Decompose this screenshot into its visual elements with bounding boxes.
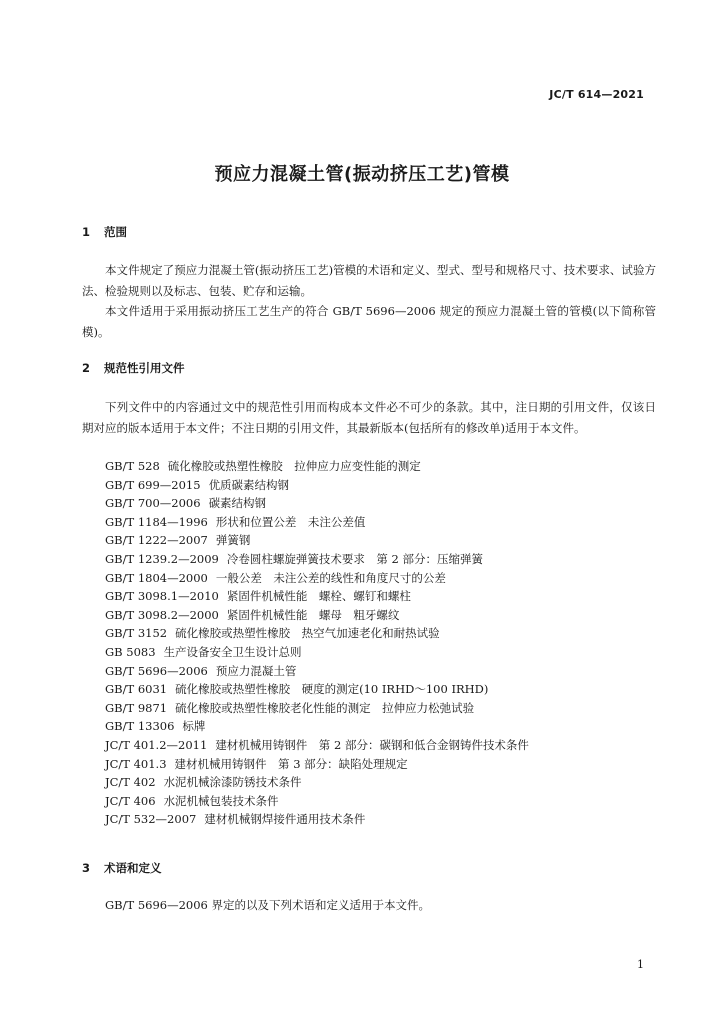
- reference-title: 硫化橡胶或热塑性橡胶老化性能的测定 拉伸应力松弛试验: [175, 700, 475, 715]
- reference-code: GB/T 3098.1—2010: [105, 589, 219, 604]
- reference-code: GB/T 700—2006: [105, 496, 201, 511]
- section-3-title: 术语和定义: [104, 861, 162, 875]
- reference-code: GB/T 699—2015: [105, 477, 201, 492]
- section-1-title: 范围: [104, 225, 127, 239]
- section-2-title: 规范性引用文件: [104, 361, 185, 375]
- reference-item: [105, 699, 529, 718]
- reference-code: GB/T 13306: [105, 719, 175, 734]
- reference-code: GB/T 3098.2—2000: [105, 607, 219, 622]
- reference-code: JC/T 401.2—2011: [105, 737, 208, 752]
- reference-title: 紧固件机械性能 螺母 粗牙螺纹: [226, 607, 400, 622]
- reference-item: [105, 476, 529, 495]
- reference-code: GB 5083: [105, 644, 156, 659]
- reference-code: JC/T 532—2007: [105, 812, 197, 827]
- reference-title: 紧固件机械性能 螺栓、螺钉和螺柱: [226, 589, 411, 604]
- reference-code: GB/T 3152: [105, 626, 168, 641]
- reference-title: 冷卷圆柱螺旋弹簧技术要求 第 2 部分：压缩弹簧: [226, 551, 483, 566]
- reference-code: GB/T 1804—2000: [105, 570, 208, 585]
- reference-title: 建材机械用铸钢件 第 3 部分：缺陷处理规定: [174, 756, 408, 771]
- section-1-number: 1: [82, 225, 91, 239]
- reference-item: [105, 587, 529, 606]
- reference-title: 形状和位置公差 未注公差值: [215, 514, 366, 529]
- reference-item: [105, 755, 529, 774]
- reference-item: [105, 717, 529, 736]
- reference-item: [105, 457, 529, 476]
- reference-code: GB/T 1184—1996: [105, 514, 208, 529]
- reference-code: GB/T 6031: [105, 682, 168, 697]
- reference-item: [105, 810, 529, 829]
- page-number: 1: [637, 958, 644, 971]
- section-2-number: 2: [82, 361, 91, 375]
- reference-code: GB/T 1222—2007: [105, 533, 208, 548]
- section-1-heading: [82, 224, 127, 240]
- reference-code: GB/T 9871: [105, 700, 168, 715]
- reference-title: 建材机械用铸钢件 第 2 部分：碳钢和低合金钢铸件技术条件: [215, 737, 529, 752]
- reference-title: 标牌: [182, 719, 206, 734]
- reference-item: [105, 736, 529, 755]
- reference-item: [105, 662, 529, 681]
- section-3-heading: [82, 860, 162, 876]
- reference-item: [105, 624, 529, 643]
- standard-code: JC/T 614—2021: [549, 88, 644, 101]
- reference-title: 一般公差 未注公差的线性和角度尺寸的公差: [215, 570, 446, 585]
- reference-code: JC/T 402: [105, 775, 156, 790]
- section-3-number: 3: [82, 861, 91, 875]
- reference-code: GB/T 528: [105, 459, 160, 473]
- reference-title: 硫化橡胶或热塑性橡胶 热空气加速老化和耐热试验: [175, 626, 440, 641]
- reference-item: [105, 792, 529, 811]
- scope-paragraph-1: 本文件规定了预应力混凝土管(振动挤压工艺)管模的术语和定义、型式、型号和规格尺寸、技术要求、试验方法、检验规则以及标志、包装、贮存和运输。: [82, 263, 656, 298]
- scope-paragraph-2: 本文件适用于采用振动挤压工艺生产的符合 GB/T 5696—2006 规定的预应力混凝土管的管模(以下简称管模)。: [82, 304, 656, 339]
- reference-item: [105, 773, 529, 792]
- reference-item: [105, 569, 529, 588]
- reference-code: JC/T 401.3: [105, 756, 167, 771]
- reference-title: 生产设备安全卫生设计总则: [163, 644, 302, 659]
- reference-title: 碳素结构钢: [208, 496, 267, 511]
- reference-title: 硫化橡胶或热塑性橡胶 硬度的测定(10 IRHD～100 IRHD): [175, 682, 489, 697]
- reference-title: 水泥机械涂漆防锈技术条件: [163, 775, 302, 790]
- reference-code: GB/T 5696—2006: [105, 663, 208, 678]
- reference-code: JC/T 406: [105, 793, 156, 808]
- reference-item: [105, 680, 529, 699]
- reference-item: [105, 531, 529, 550]
- reference-title: 建材机械钢焊接件通用技术条件: [204, 812, 366, 827]
- reference-item: [105, 494, 529, 513]
- reference-item: [105, 643, 529, 662]
- reference-title: 弹簧钢: [215, 533, 251, 548]
- reference-title: 硫化橡胶或热塑性橡胶 拉伸应力应变性能的测定: [167, 459, 421, 473]
- reference-title: 优质碳素结构钢: [208, 477, 290, 492]
- reference-title: 预应力混凝土管: [215, 663, 297, 678]
- section-2-heading: [82, 360, 185, 376]
- reference-item: [105, 550, 529, 569]
- reference-item: [105, 606, 529, 625]
- normative-references-intro: 下列文件中的内容通过文中的规范性引用而构成本文件必不可少的条款。其中，注日期的引用文件，仅该日期对应的版本适用于本文件；不注日期的引用文件，其最新版本(包括所有的修改单)适用于本文件。: [82, 400, 656, 435]
- reference-code: GB/T 1239.2—2009: [105, 551, 219, 566]
- terms-intro: GB/T 5696—2006 界定的以及下列术语和定义适用于本文件。: [105, 898, 431, 912]
- reference-item: [105, 513, 529, 532]
- document-title: 预应力混凝土管(振动挤压工艺)管模: [214, 164, 510, 185]
- reference-list: [105, 457, 529, 829]
- reference-title: 水泥机械包装技术条件: [163, 793, 279, 808]
